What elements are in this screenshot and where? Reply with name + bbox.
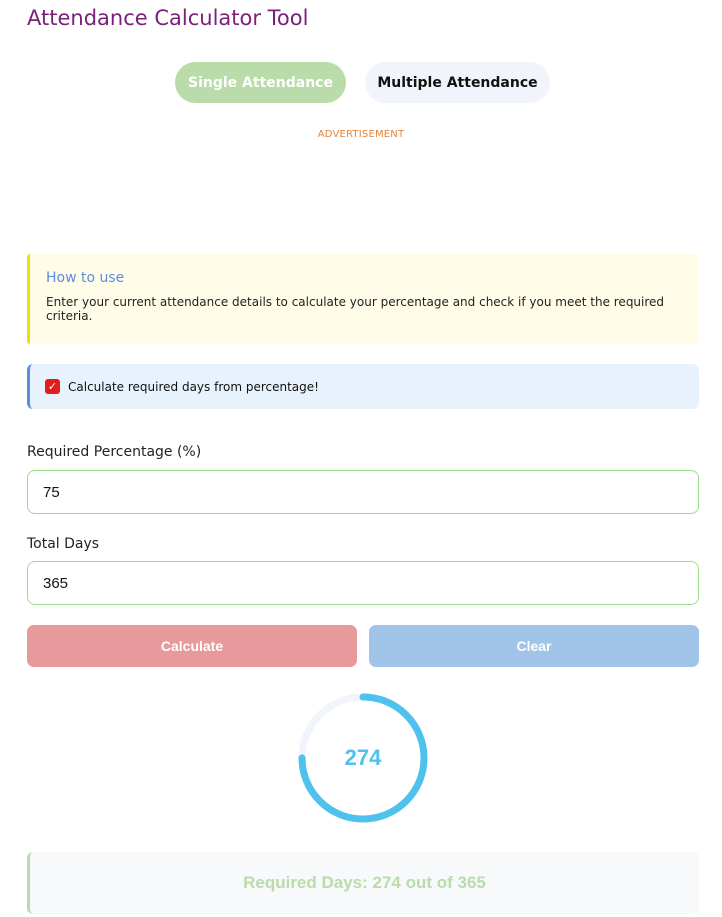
tab-multiple-attendance[interactable]: Multiple Attendance xyxy=(365,62,550,103)
total-days-input[interactable]: 365 xyxy=(27,561,699,605)
result-box: Required Days: 274 out of 365 xyxy=(27,852,699,914)
page-title: Attendance Calculator Tool xyxy=(27,6,309,30)
gauge-value: 274 xyxy=(344,745,382,770)
mode-tabs xyxy=(0,62,722,103)
required-days-checkbox[interactable]: ✓ xyxy=(45,379,60,394)
how-to-use-text: Enter your current attendance details to calculate your percentage and check if you meet the required criteria. xyxy=(46,295,665,323)
calculate-button[interactable]: Calculate xyxy=(27,625,357,667)
required-percentage-label: Required Percentage (%) xyxy=(27,444,202,460)
total-days-label: Total Days xyxy=(27,536,100,552)
required-percentage-input[interactable]: 75 xyxy=(27,470,699,514)
how-to-use-box xyxy=(27,254,699,344)
clear-button[interactable]: Clear xyxy=(369,625,699,667)
required-days-option xyxy=(27,364,699,409)
required-days-checkbox-label[interactable]: Calculate required days from percentage! xyxy=(68,379,319,394)
tab-single-attendance[interactable]: Single Attendance xyxy=(175,62,346,103)
result-gauge xyxy=(295,690,431,826)
advertisement-label: ADVERTISEMENT xyxy=(317,129,405,140)
how-to-use-title: How to use xyxy=(46,270,125,286)
